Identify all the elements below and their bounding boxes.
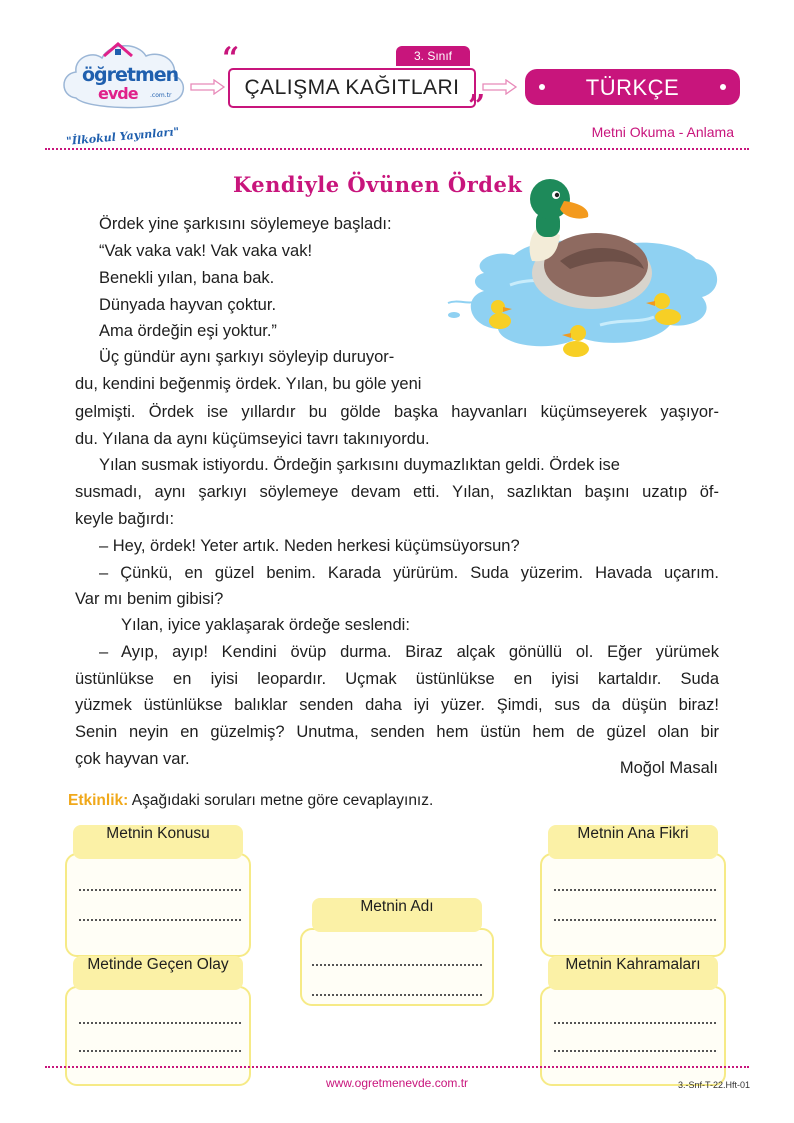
section-tag: Metni Okuma - Anlama xyxy=(591,124,734,140)
arrow-right-icon xyxy=(190,79,226,95)
answer-line[interactable] xyxy=(554,1022,716,1024)
subject-badge xyxy=(525,69,740,105)
answer-frame xyxy=(65,986,251,1086)
activity-text: Aşağıdaki soruları metne göre cevaplayınız. xyxy=(131,792,434,809)
bullet-icon xyxy=(720,84,726,90)
story-line: yüzmek üstünlükse balıklar senden daha iyi yüzer. Şimdi, sus da düşün biraz! xyxy=(75,696,719,714)
card-heading: Metinde Geçen Olay xyxy=(73,956,243,990)
answer-line[interactable] xyxy=(79,919,241,921)
answer-line[interactable] xyxy=(554,1050,716,1052)
logo-domain: .com.tr xyxy=(150,92,172,99)
story-line: üstünlükse en iyisi leopardır. Uçmak üstünlükse en iyisi kartaldır. Suda xyxy=(75,670,719,688)
story-line: çok hayvan var. xyxy=(75,750,190,768)
story-line: Ördek yine şarkısını söylemeye başladı: xyxy=(99,215,392,233)
answer-line[interactable] xyxy=(312,964,482,966)
worksheet-title: ÇALIŞMA KAĞITLARI xyxy=(244,76,460,99)
grade-tab: 3. Sınıf xyxy=(396,46,470,66)
story-line: keyle bağırdı: xyxy=(75,510,175,528)
header-divider xyxy=(45,148,749,150)
story-line: du, kendini beğenmiş ördek. Yılan, bu göle yeni xyxy=(75,375,422,393)
story-line: Var mı benim gibisi? xyxy=(75,590,224,608)
arrow-right-icon xyxy=(482,79,518,95)
logo-text: öğretmen xyxy=(82,64,179,86)
answer-frame xyxy=(65,853,251,957)
story-line: Ama ördeğin eşi yoktur.” xyxy=(99,322,277,340)
activity-label: Etkinlik: xyxy=(68,792,129,809)
story-line: – Hey, ördek! Yeter artık. Neden herkesi küçümsüyorsun? xyxy=(99,537,520,555)
answer-line[interactable] xyxy=(554,889,716,891)
story-line: susmadı, aynı şarkıyı söylemeye devam etti. Yılan, sazlıktan başını uzatıp öf- xyxy=(75,483,719,501)
subject-label: TÜRKÇE xyxy=(585,75,680,100)
story-line: gelmişti. Ördek ise yıllardır bu gölde başka hayvanları küçümseyerek yaşıyor- xyxy=(75,403,719,421)
brand-logo xyxy=(58,36,188,148)
answer-line[interactable] xyxy=(79,1022,241,1024)
activity-instruction xyxy=(68,792,433,810)
logo-tagline: "İlkokul Yayınları" xyxy=(65,125,180,148)
story-line: Dünyada hayvan çoktur. xyxy=(99,296,277,314)
story-line: Senin neyin en güzelmiş? Unutma, senden hem üstün hem de güzel olan bir xyxy=(75,723,719,741)
answer-line[interactable] xyxy=(79,1050,241,1052)
worksheet-title-box xyxy=(228,68,476,108)
answer-line[interactable] xyxy=(79,889,241,891)
story-line: “Vak vaka vak! Vak vaka vak! xyxy=(99,242,313,260)
story-line: Yılan susmak istiyordu. Ördeğin şarkısını duymazlıktan geldi. Ördek ise xyxy=(99,456,620,474)
story-source: Moğol Masalı xyxy=(619,759,718,777)
footer-code: 3.-Snf-T-22.Hft-01 xyxy=(677,1080,750,1090)
story-line: Yılan, iyice yaklaşarak ördeğe seslendi: xyxy=(121,616,410,634)
story-line: du. Yılana da aynı küçümseyici tavrı takınıyordu. xyxy=(75,430,430,448)
answer-line[interactable] xyxy=(312,994,482,996)
close-quote-icon: ” xyxy=(468,89,486,124)
card-heading: Metnin Konusu xyxy=(73,825,243,859)
card-heading: Metnin Kahramaları xyxy=(548,956,718,990)
story-line: Üç gündür aynı şarkıyı söyleyip duruyor- xyxy=(99,348,395,366)
footer-divider xyxy=(45,1066,749,1068)
duck-illustration-icon xyxy=(440,165,730,365)
open-quote-icon: “ xyxy=(222,41,240,76)
logo-text-evde: evde xyxy=(98,84,138,103)
footer-url[interactable]: www.ogretmenevde.com.tr xyxy=(325,1076,469,1090)
story-line: – Ayıp, ayıp! Kendini övüp durma. Biraz alçak gönüllü ol. Eğer yürümek xyxy=(99,643,719,661)
story-title: Kendiyle Övünen Ördek xyxy=(233,172,523,197)
answer-line[interactable] xyxy=(554,919,716,921)
story-line: Benekli yılan, bana bak. xyxy=(99,269,275,287)
card-heading: Metnin Adı xyxy=(312,898,482,932)
card-heading: Metnin Ana Fikri xyxy=(548,825,718,859)
story-line: – Çünkü, en güzel benim. Karada yürürüm. Suda yüzerim. Havada uçarım. xyxy=(99,564,719,582)
answer-frame xyxy=(540,853,726,957)
answer-frame xyxy=(540,986,726,1086)
